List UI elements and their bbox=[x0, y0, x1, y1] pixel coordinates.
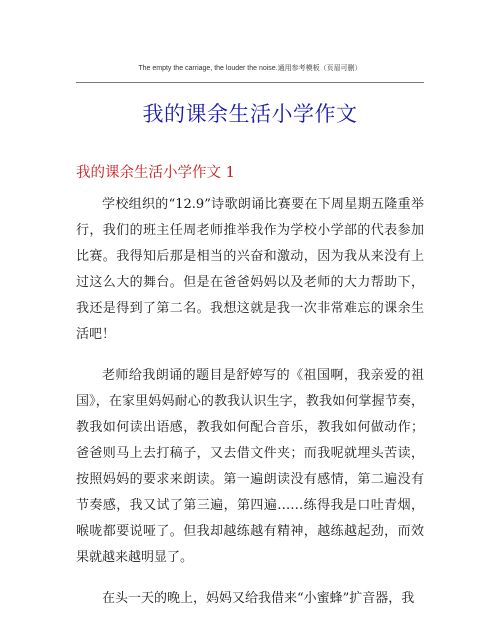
document-title: 我的课余生活小学作文 bbox=[142, 102, 358, 126]
paragraph-2: 老师给我朗诵的题目是舒婷写的《祖国啊，我亲爱的祖国》，在家里妈妈耐心的教我认识生字，教我如何掌握节奏，教我如何读出语感，教我如何配合音乐，教我如何做动作；爸爸则马上去打稿子，又去借文件夹；而我呢就埋头苦读，按照妈妈的要求来朗读。第一遍朗读没有感情，第二遍没有节奏感，我又试了第三遍，第四遍……练得我是口吐青烟，喉咙都要说哑了。但我却越练越有精神，越练越起劲，而效果就越来越明显了。 bbox=[76, 368, 424, 565]
section-heading: 我的课余生活小学作文 1 bbox=[76, 165, 235, 181]
document-body bbox=[76, 192, 424, 627]
paragraph-1: 学校组织的“12.9”诗歌朗诵比赛要在下周星期五隆重举行，我们的班主任周老师推举我作为学校小学部的代表参加比赛。我得知后那是相当的兴奋和激动，因为我从来没有上过这么大的舞台。但是在爸爸妈妈以及老师的大力帮助下，我还是得到了第二名。我想这就是我一次非常难忘的课余生活吧！ bbox=[76, 197, 424, 342]
header-divider bbox=[76, 82, 424, 83]
paragraph-3: 在头一天的晚上，妈妈又给我借来“小蜜蜂”扩音器，我 bbox=[102, 591, 415, 606]
header-note: The empty the carriage, the louder the noise.通用参考模板（页眉可删） bbox=[138, 65, 362, 72]
